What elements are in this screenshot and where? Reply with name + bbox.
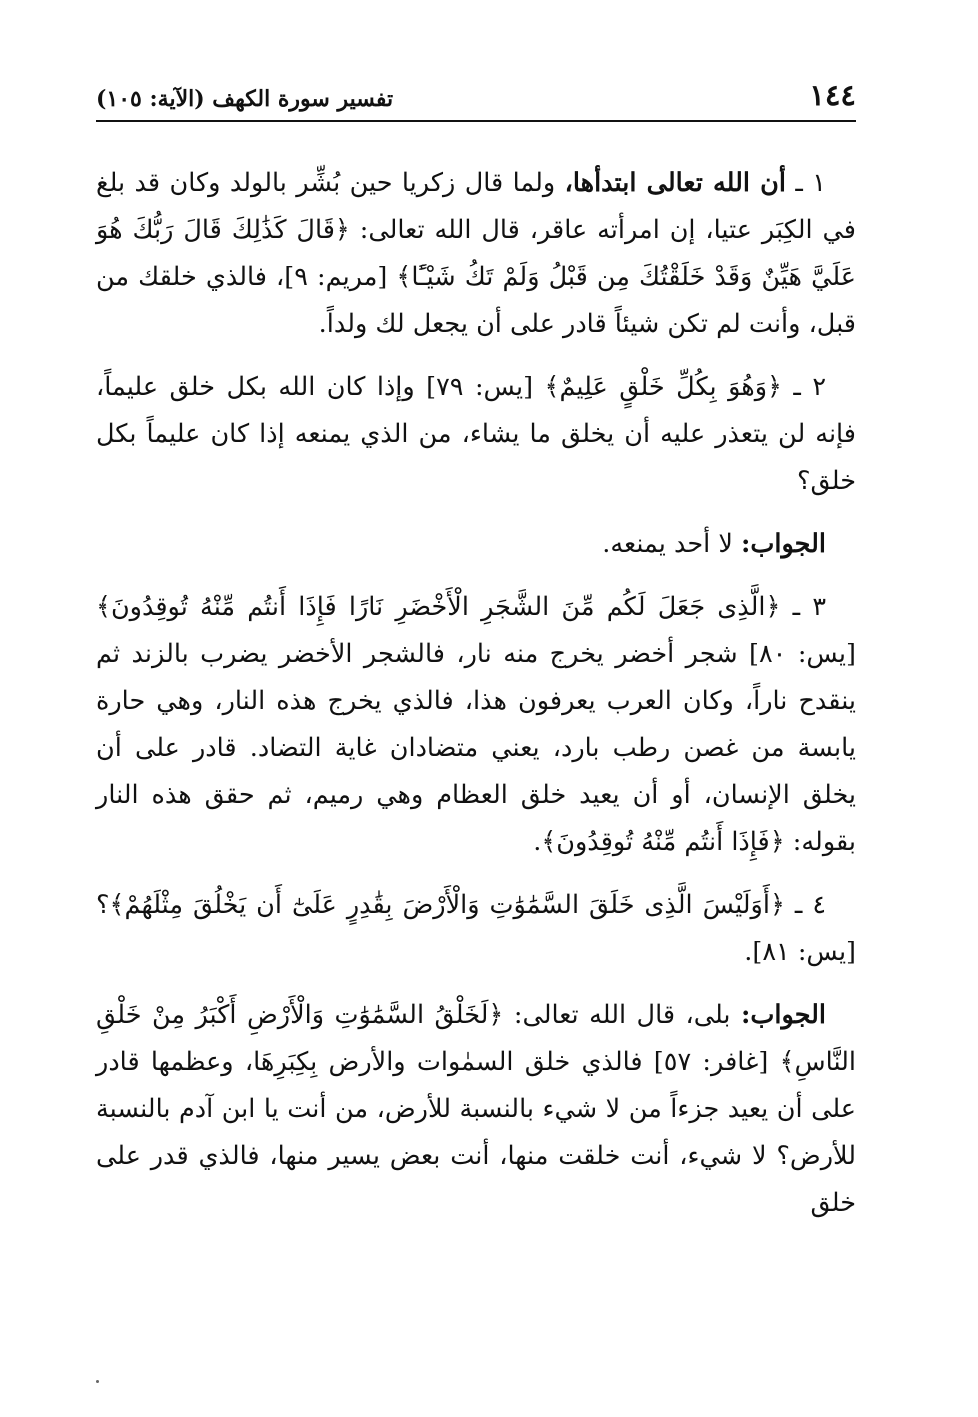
paragraph-number: ٣ ـ xyxy=(792,592,827,622)
header-rule xyxy=(96,120,856,122)
scan-speck xyxy=(96,1380,99,1383)
answer-label: الجواب: xyxy=(741,529,826,559)
paragraph-text: ﴿الَّذِى جَعَلَ لَكُم مِّنَ الشَّجَرِ الْأَخْضَرِ نَارًا فَإِذَا أَنتُم مِّنْهُ تُوقِدُونَ﴾ [يس: ٨٠] شجر أخضر يخرج منه نار، فالشجر الأخضر يضرب بالزند ثم ينقدح ناراً، وكان العرب يعرفون هذا، فالذي يخرج هذه النار، وهي حارة يابسة من غصن رطب بارد، يعني متضادان غاية التضاد. قادر على أن يخلق الإنسان، أو أن يعيد خلق العظام وهي رميم، ثم حقق هذه النار بقوله: ﴿فَإِذَا أَنتُم مِّنْهُ تُوقِدُونَ﴾. xyxy=(96,592,856,857)
paragraph-number: ٢ ـ xyxy=(793,372,827,402)
page-header xyxy=(96,70,856,110)
running-title: تفسير سورة الكهف (الآية: ١٠٥) xyxy=(96,86,394,112)
paragraph-2 xyxy=(96,364,856,505)
book-page xyxy=(96,70,856,1390)
page-number: ١٤٤ xyxy=(809,78,856,112)
paragraph-number: ١ ـ xyxy=(795,168,826,198)
answer-1 xyxy=(96,521,856,568)
paragraph-4 xyxy=(96,882,856,976)
paragraph-number: ٤ ـ xyxy=(794,890,827,920)
answer-2 xyxy=(96,992,856,1227)
paragraph-text: ﴿وَهُوَ بِكُلِّ خَلْقٍ عَلِيمٌ﴾ [يس: ٧٩] وإذا كان الله بكل خلق عليماً، فإنه لن يتعذر عليه أن يخلق ما يشاء، من الذي يمنعه إذا كان عليماً بكل خلق؟ xyxy=(96,372,856,496)
answer-text: بلى، قال الله تعالى: ﴿لَخَلْقُ السَّمَٰوَٰتِ وَالْأَرْضِ أَكْبَرُ مِنْ خَلْقِ النَّاسِ﴾ [غافر: ٥٧] فالذي خلق السمٰوات والأرض بِكِبَرِهَا، وعظمها قادر على أن يعيد جزءاً من لا شيء بالنسبة للأرض، من أنت يا ابن آدم بالنسبة للأرض؟ لا شيء، أنت خلقت منها، أنت بعض يسير منها، فالذي قدر على خلق xyxy=(96,1000,856,1218)
paragraph-1 xyxy=(96,160,856,348)
paragraph-text: ولما قال زكريا حين بُشِّر بالولد وكان قد بلغ في الكِبَر عتيا، إن امرأته عاقر، قال الله تعالى: ﴿قَالَ كَذَٰلِكَ قَالَ رَبُّكَ هُوَ عَلَيَّ هَيِّنٌ وَقَدْ خَلَقْتُكَ مِن قَبْلُ وَلَمْ تَكُ شَيْـًٔا﴾ [مريم: ٩]، فالذي خلقك من قبل، وأنت لم تكن شيئاً قادر على أن يجعل لك ولداً. xyxy=(96,168,856,339)
paragraph-text: ﴿أَوَلَيْسَ الَّذِى خَلَقَ السَّمَٰوَٰتِ وَالْأَرْضَ بِقَٰدِرٍ عَلَىٰٓ أَن يَخْلُقَ مِثْلَهُمْ﴾؟ [يس: ٨١]. xyxy=(96,890,856,967)
answer-label: الجواب: xyxy=(741,1000,827,1030)
page-body xyxy=(96,160,856,1227)
bold-lead: أن الله تعالى ابتدأها، xyxy=(564,168,786,198)
answer-text: لا أحد يمنعه. xyxy=(602,529,733,559)
paragraph-3 xyxy=(96,584,856,866)
